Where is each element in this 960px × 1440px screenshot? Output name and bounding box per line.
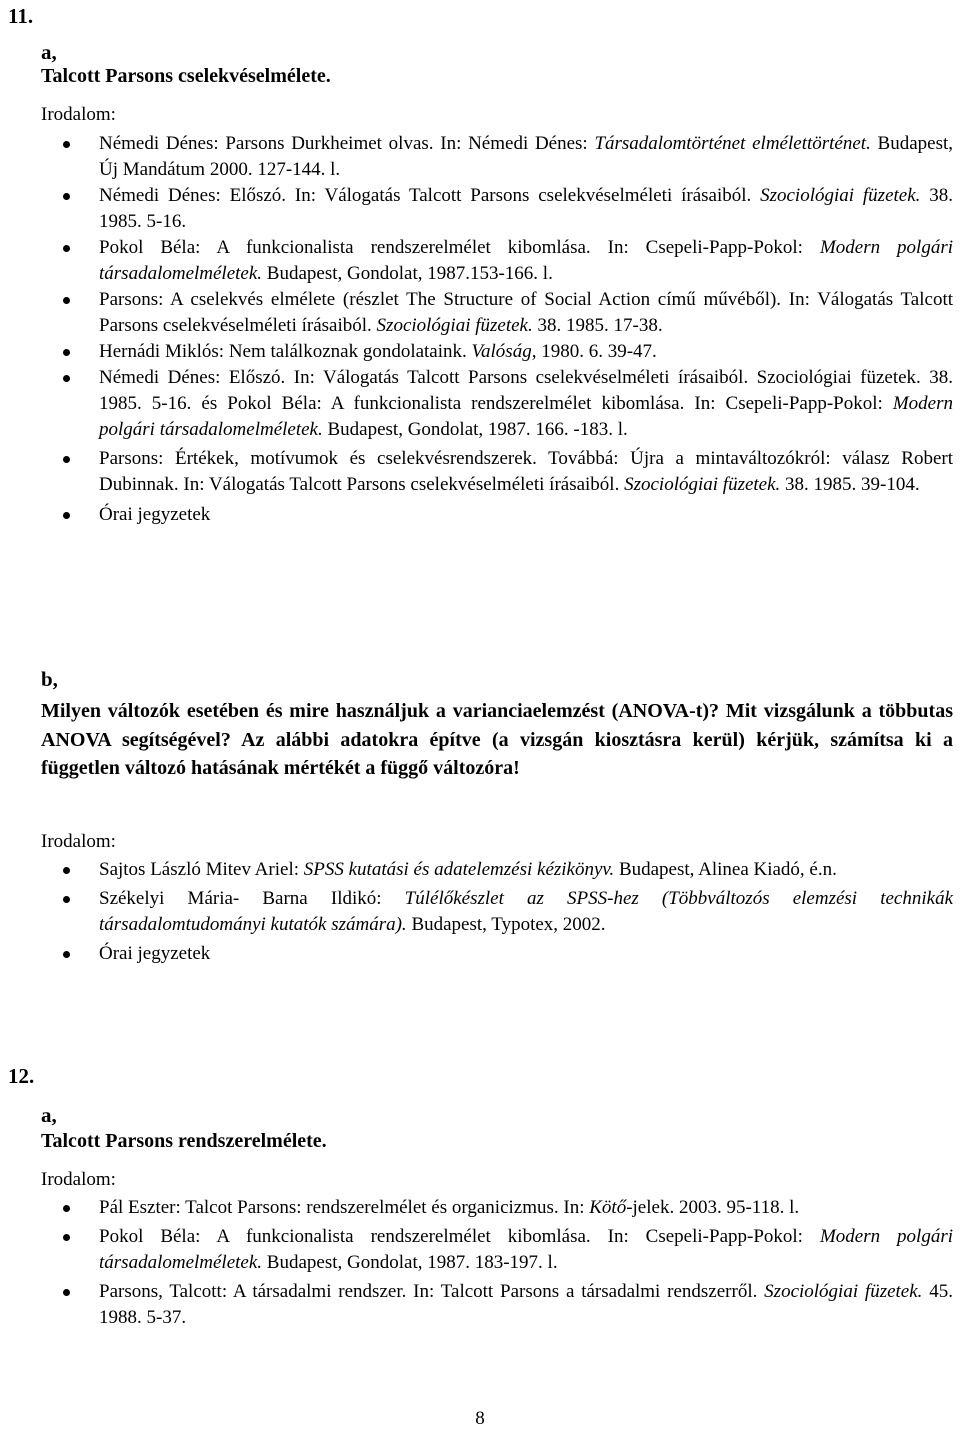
section-title: Talcott Parsons rendszerelmélete. (41, 1130, 327, 1152)
reference-item (0, 941, 953, 967)
reference-list (0, 1195, 960, 1331)
reference-item (0, 446, 953, 498)
reference-text: Budapest, Typotex, 2002. (406, 914, 606, 935)
section-number: 11. (8, 4, 34, 28)
reference-italic-text: Túlélőkészlet az SPSS-hez (Többváltozós elemzési technikák társadalomtudományi kutatók számára). (99, 888, 954, 935)
reference-text: Parsons, Talcott: A társadalmi rendszer. In: Talcott Parsons a társadalmi rendszerről. (99, 1281, 765, 1302)
page-number: 8 (475, 1408, 485, 1429)
reference-item (0, 886, 953, 938)
irodalom-label: Irodalom: (41, 104, 116, 125)
reference-text: 45. 1988. 5-37. (99, 1281, 953, 1328)
reference-item (0, 287, 953, 339)
reference-text: 1980. 6. 39-47. (536, 341, 657, 362)
reference-italic-text: Szociológiai füzetek. (624, 474, 781, 495)
reference-item (0, 131, 953, 183)
reference-item (0, 1195, 953, 1221)
reference-italic-text: Modern polgári társadalomelméletek. (99, 393, 953, 440)
reference-text: Sajtos László Mitev Ariel: (99, 859, 304, 880)
reference-text: Budapest, Alinea Kiadó, é.n. (614, 859, 837, 880)
reference-italic-text: Szociológiai füzetek. (764, 1281, 923, 1302)
reference-text: Némedi Dénes: Előszó. In: Válogatás Talcott Parsons cselekvéselméleti írásaiból. Szociológiai füzetek. 38. 1985. 5-16. és Pokol Béla: A funkcionalista rendszerelmélet kibomlása. In: Csepeli-Papp-Pokol: (99, 367, 953, 414)
section-number: 12. (8, 1064, 35, 1088)
reference-list (0, 131, 960, 528)
reference-text: Székelyi Mária- Barna Ildikó: (99, 888, 405, 909)
reference-italic-text: Kötő (589, 1197, 627, 1218)
reference-italic-text: Modern polgári társadalomelméletek. (99, 237, 954, 284)
reference-italic-text: Szociológiai füzetek. (760, 185, 921, 206)
reference-italic-text: Valóság, (471, 341, 537, 362)
irodalom-label: Irodalom: (41, 831, 116, 852)
reference-list (0, 857, 960, 967)
reference-text: Némedi Dénes: Előszó. In: Válogatás Talcott Parsons cselekvéselméleti írásaiból. (99, 185, 761, 206)
reference-italic-text: SPSS kutatási és adatelemzési kézikönyv. (303, 859, 615, 880)
reference-text: Pál Eszter: Talcot Parsons: rendszerelmélet és organicizmus. In: (99, 1197, 590, 1218)
reference-item (0, 235, 953, 287)
exam-question: Milyen változók esetében és mire használjuk a varianciaelemzést (ANOVA-t)? Mit vizsgálunk a többutas ANOVA segítségével? Az alábbi adatokra építve (a vizsgán kiosztásra kerül) kérjük, számítsa ki a független változó hatásának mértékét a függő változóra! (41, 700, 953, 779)
irodalom-label: Irodalom: (41, 1169, 116, 1190)
reference-italic-text: Szociológiai füzetek. (376, 315, 533, 336)
reference-item (0, 857, 953, 883)
section-title: Talcott Parsons cselekvéselmélete. (41, 65, 331, 87)
reference-text: Némedi Dénes: Parsons Durkheimet olvas. In: Némedi Dénes: (99, 133, 595, 154)
reference-text: Órai jegyzetek (99, 504, 211, 525)
reference-text: Budapest, Gondolat, 1987.153-166. l. (262, 263, 553, 284)
reference-text: Órai jegyzetek (99, 943, 211, 964)
reference-text: Budapest, Gondolat, 1987. 183-197. l. (262, 1252, 558, 1273)
subsection-label: a, (41, 40, 57, 64)
reference-item (0, 365, 953, 443)
reference-text: Hernádi Miklós: Nem találkoznak gondolataink. (99, 341, 472, 362)
reference-text: 38. 1985. 17-38. (532, 315, 663, 336)
reference-item (0, 1279, 953, 1331)
reference-text: Pokol Béla: A funkcionalista rendszerelmélet kibomlása. In: Csepeli-Papp-Pokol: (99, 1226, 820, 1247)
reference-italic-text: Modern polgári társadalomelméletek. (99, 1226, 954, 1273)
reference-text: Budapest, Gondolat, 1987. 166. -183. l. (322, 419, 628, 440)
reference-text: -jelek. 2003. 95-118. l. (626, 1197, 800, 1218)
reference-item (0, 339, 953, 365)
reference-text: Parsons: Értékek, motívumok és cselekvésrendszerek. Továbbá: Újra a mintaváltozókról: válasz Robert Dubinnak. In: Válogatás Talcott Parsons cselekvéselméleti írásaiból. (99, 448, 953, 495)
reference-item (0, 1224, 953, 1276)
reference-item (0, 502, 953, 528)
reference-italic-text: Társadalomtörténet elmélettörténet. (594, 133, 871, 154)
reference-item (0, 183, 953, 235)
subsection-label: a, (41, 1103, 57, 1127)
subsection-label: b, (41, 667, 58, 691)
reference-text: Budapest, Új Mandátum 2000. 127-144. l. (99, 133, 954, 180)
reference-text: Parsons: A cselekvés elmélete (részlet The Structure of Social Action című művéből). In: Válogatás Talcott Parsons cselekvéselméleti írásaiból. (99, 289, 953, 336)
reference-text: Pokol Béla: A funkcionalista rendszerelmélet kibomlása. In: Csepeli-Papp-Pokol: (99, 237, 820, 258)
reference-text: 38. 1985. 39-104. (780, 474, 920, 495)
reference-text: 38. 1985. 5-16. (99, 185, 953, 232)
